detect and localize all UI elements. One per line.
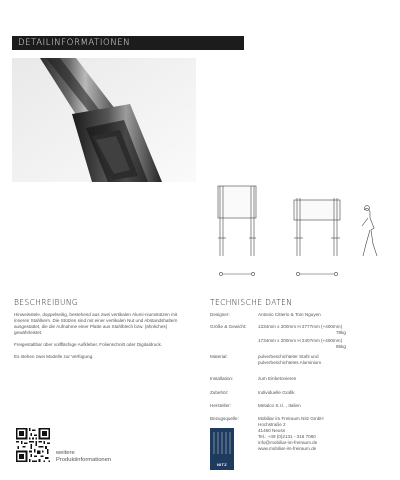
tech-label: Material: xyxy=(210,354,228,359)
nitz-logo-text: NITZ xyxy=(216,462,228,467)
tech-value-line: Antonio Citterio & Tom Nguyen xyxy=(258,312,321,317)
tech-value xyxy=(258,376,392,382)
nitz-logo-mark xyxy=(210,428,234,458)
tech-value-line: 85kg xyxy=(336,344,346,349)
qr-label-line: Produktinformationen xyxy=(56,457,112,463)
description-paragraph: Freigestaltbar über vollflächige Aufkleber, Folienschnitt oder Digitaldruck. xyxy=(14,342,163,347)
tech-label: Zubehör: xyxy=(210,390,229,395)
section-header: DETAILINFORMATIONEN xyxy=(12,36,244,50)
qr-label-line: weitere xyxy=(56,450,75,456)
tech-value-line: 1334mm x 200mm H 2777mm (+400mm) xyxy=(258,324,343,329)
nitz-logo xyxy=(210,428,234,470)
supplier-line[interactable]: Tel.: +49 (0)2131 - 316 7060 xyxy=(258,434,316,439)
description-paragraph: Hinweisstele, doppelseitig, bestehend aus zwei vertikalen Alumi-niumstützen mit inneren Stahlkern. Die Stützen sind mit einer vertikalen Nut und Abstandshaltern ausgestattet, die die Aufnahme einer Platte aus Stahlblech bzw. (ähnliches) gewährleistet. xyxy=(14,312,178,335)
product-photo-image xyxy=(12,58,196,182)
product-photo xyxy=(12,58,196,182)
tech-value-line: 78kg xyxy=(336,330,346,335)
tech-value-line: pulverbeschichteter Stahl und xyxy=(258,354,319,359)
tech-value xyxy=(258,324,392,350)
tech-label: Hersteller: xyxy=(210,403,231,408)
tech-label: Größe & Gewicht: xyxy=(210,324,247,329)
technical-title: TECHNISCHE DATEN xyxy=(210,298,293,307)
tech-label: Installation: xyxy=(210,376,234,381)
technical-drawing-image xyxy=(206,180,392,288)
tech-value-line: zum Einbetonieren xyxy=(258,376,297,381)
tech-value-line: Metalco S.r.l. , Italien xyxy=(258,403,301,408)
qr-label xyxy=(56,450,136,464)
qr-code[interactable] xyxy=(16,428,50,462)
tech-value xyxy=(258,354,392,366)
tech-value-line: 1734mm x 200mm H 2407mm (+400mm) xyxy=(258,338,343,343)
supplier-line: Mobiliar im Freiraum Nitz GmbH xyxy=(258,416,324,421)
supplier-website-link[interactable]: www.mobiliar-im-freiraum.de xyxy=(258,446,317,451)
tech-value-line: Individuelle Grafik xyxy=(258,390,295,395)
description-paragraph: Es stehen zwei Modelle zur Verfügung. xyxy=(14,354,94,359)
tech-label: Designer: xyxy=(210,312,230,317)
tech-value xyxy=(258,390,392,396)
supplier-address xyxy=(258,416,390,452)
supplier-line: 41460 Neuss xyxy=(258,428,286,433)
tech-value xyxy=(258,403,392,409)
technical-drawing xyxy=(206,180,392,288)
supplier-line: Hochstraße 2 xyxy=(258,422,286,427)
tech-value xyxy=(258,312,392,318)
description-title: BESCHREIBUNG xyxy=(14,298,79,307)
tech-value-line: pulverbeschichtetes Aluminium xyxy=(258,360,322,365)
supplier-email-link[interactable]: info@mobiliar-im-freiraum.de xyxy=(258,440,318,445)
tech-label: Bezugsquelle: xyxy=(210,416,239,421)
qr-code-image xyxy=(16,428,50,462)
description-body xyxy=(14,312,190,366)
